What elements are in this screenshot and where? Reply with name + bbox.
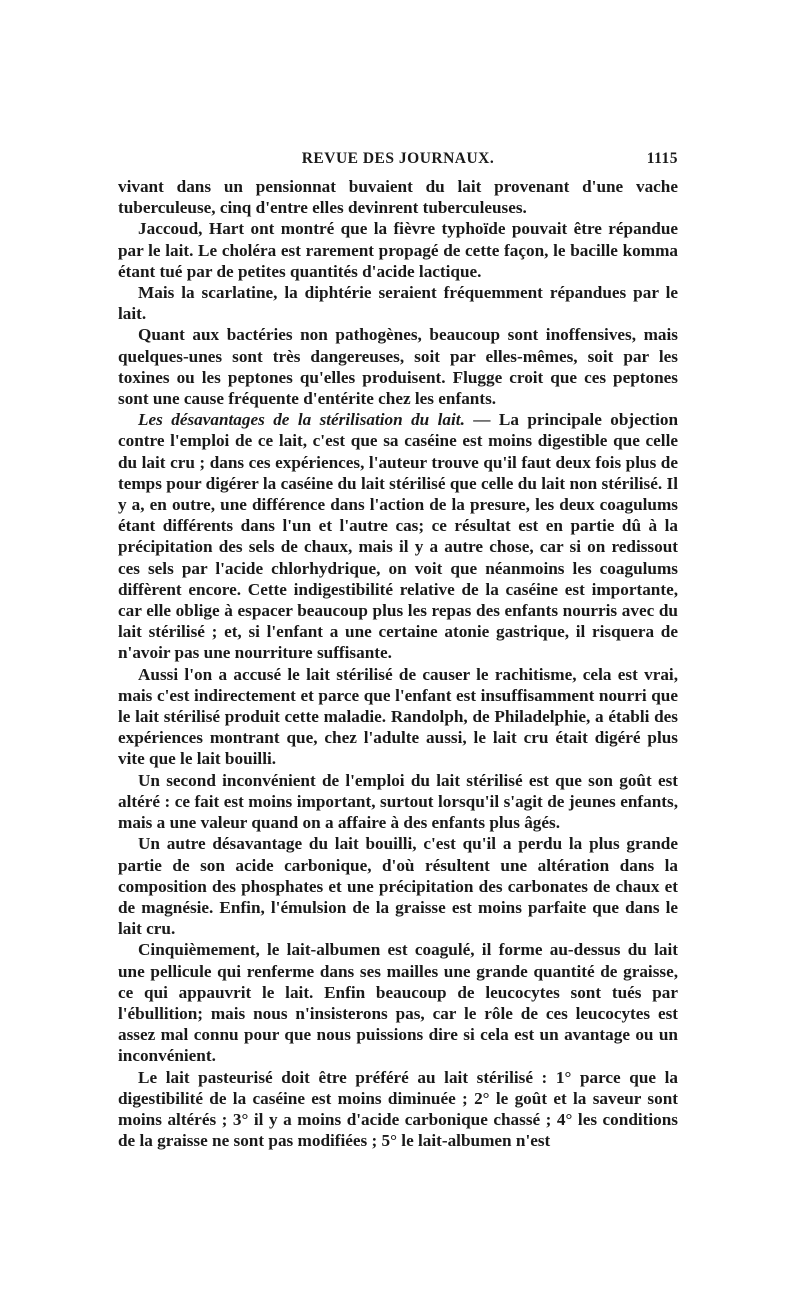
paragraph-section: Les désavantages de la stérilisation du lait. — La principale objection contre l'emploi de ce lait, c'est que sa caséine est moins digestible que celle du lait cru ; dans ces expériences, l'auteur trouve qu'il faut deux fois plus de temps pour digérer la caséine du lait stérilisé que celle du lait non stérilisé. Il y a, en outre, une différence dans l'action de la presure, les deux coagulums étant différents dans l'un et l'autre cas; ce résultat est en partie dû à la précipitation des sels de chaux, mais il y a autre chose, car si on redissout ces sels par l'acide chlorhydrique, on voit que néanmoins les coagulums diffèrent encore. Cette indigestibilité relative de la caséine est importante, car elle oblige à espacer beaucoup plus les repas des enfants nourris avec du lait stérilisé ; et, si l'enfant a une certaine atonie gastrique, il risquera de n'avoir pas une nourriture suffisante. bbox=[118, 410, 679, 663]
running-title: REVUE DES JOURNAUX. bbox=[301, 150, 495, 167]
paragraph: Jaccoud, Hart ont montré que la fièvre typhoïde pouvait être répandue par le lait. Le choléra est rarement propagé de cette façon, le bacille komma étant tué par de petites quantités d'acide lactique. bbox=[118, 219, 678, 281]
paragraph: Un second inconvénient de l'emploi du lait stérilisé est que son goût est altéré : ce fait est moins important, surtout lorsqu'il s'agit de jeunes enfants, mais a une valeur quand on a affaire à des enfants plus âgés. bbox=[118, 770, 678, 833]
body-text bbox=[118, 176, 678, 1151]
paragraph: Un autre désavantage du lait bouilli, c'est qu'il a perdu la plus grande partie de son acide carbonique, d'où résultent une altération dans la composition des phosphates et une précipitation des carbonates de chaux et de magnésie. Enfin, l'émulsion de la graisse est moins parfaite que dans le lait cru. bbox=[118, 834, 678, 939]
paragraph: Aussi l'on a accusé le lait stérilisé de causer le rachitisme, cela est vrai, mais c'est indirectement et parce que l'enfant est insuffisamment nourri que le lait stérilisé produit cette maladie. Randolph, de Philadelphie, a établi des expériences montrant que, chez l'adulte aussi, le lait cru était digéré plus vite que le lait bouilli. bbox=[118, 664, 678, 769]
paragraph: Le lait pasteurisé doit être préféré au lait stérilisé : 1° parce que la digestibilité de la caséine est moins diminuée ; 2° le goût et la saveur sont moins altérés ; 3° il y a moins d'acide carbonique chassé ; 4° les conditions de la graisse ne sont pas modifiées ; 5° le lait-albumen n'est bbox=[118, 1067, 678, 1151]
section-title: Les désavantages de la stérilisation du lait. bbox=[138, 410, 465, 430]
running-header bbox=[118, 150, 678, 176]
paragraph: Quant aux bactéries non pathogènes, beaucoup sont inoffensives, mais quelques-unes sont très dangereuses, soit par elles-mêmes, soit par les toxines ou les peptones qu'elles produisent. Flugge croit que ces peptones sont une cause fréquente d'entérite chez les enfants. bbox=[118, 325, 678, 409]
paragraph-continued: vivant dans un pensionnat buvaient du lait provenant d'une vache tuberculeuse, cinq d'entre elles devinrent tuberculeuses. bbox=[118, 177, 678, 218]
page-number: 1115 bbox=[646, 150, 678, 167]
paragraph: Mais la scarlatine, la diphtérie seraient fréquemment répandues par le lait. bbox=[118, 283, 678, 324]
document-page bbox=[118, 150, 678, 1151]
paragraph: Cinquièmement, le lait-albumen est coagulé, il forme au-dessus du lait une pellicule qui renferme dans ses mailles une grande quantité de graisse, ce qui appauvrit le lait. Enfin beaucoup de leucocytes sont tués par l'ébullition; mais nous n'insisterons pas, car le rôle de ces leucocytes est assez mal connu pour que nous puissions dire si cela est un avantage ou un inconvénient. bbox=[118, 940, 678, 1066]
